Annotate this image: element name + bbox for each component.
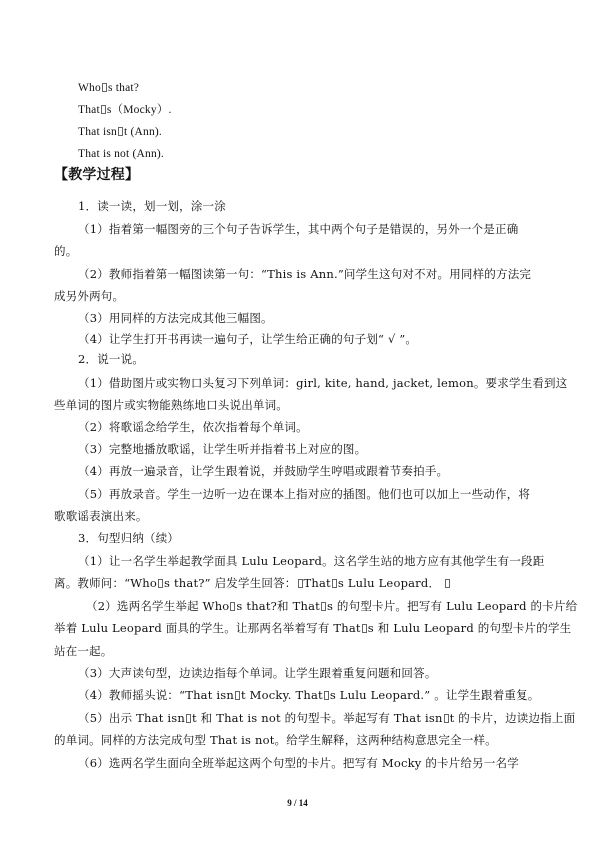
body-line: （5）出示 That isn t 和 That is not 的句型卡。举起写有 That isn t 的卡片，边读边指上面: [78, 711, 576, 725]
body-line: 举着 Lulu Leopard 面具的学生。让那两名举着写有 That s 和 Lulu Leopard 的句型卡片的学生: [54, 621, 572, 635]
body-line: （1）指着第一幅图旁的三个句子告诉学生，其中两个句子是错误的，另外一个是正确: [78, 222, 519, 236]
body-line: （2）选两名学生举起 Who s that?和 That s 的句型卡片。把写有 Lulu Leopard 的卡片给: [86, 599, 578, 613]
missing-glyph-box: [362, 624, 367, 633]
body-line: （3）用同样的方法完成其他三幅图。: [78, 311, 273, 325]
missing-glyph-box: [321, 602, 326, 611]
page-number: 9 / 14: [287, 798, 308, 808]
missing-glyph-box: [186, 714, 191, 723]
body-line: （1）借助图片或实物口头复习下列单词：girl, kite, hand, jacket, lemon。要求学生看到这: [78, 376, 568, 390]
body-line: （3）大声读句型，边读边指每个单词。让学生跟着重复问题和回答。: [78, 666, 437, 680]
body-line: （4）让学生打开书再读一遍句子，让学生给正确的句子划“ √ ”。: [78, 332, 418, 346]
body-line: 的。: [54, 244, 78, 258]
section-heading: 【教学过程】: [54, 167, 140, 183]
body-line: 离。教师问：“Who s that?” 启发学生回答： That s Lulu Leopard．: [54, 575, 544, 591]
missing-glyph-box: [102, 83, 107, 92]
body-line: 歌歌谣表演出来。: [54, 509, 148, 523]
missing-glyph-box: [101, 105, 106, 114]
sentence-whos-that: Who s that?: [78, 82, 140, 94]
body-line: 成另外两句。: [54, 289, 125, 303]
missing-glyph-box: [298, 579, 303, 588]
body-line: （2）将歌谣念给学生，依次指着每个单词。: [78, 420, 308, 434]
sentence-that-is-not-ann: That is not (Ann).: [78, 148, 165, 160]
body-line: 站在一起。: [54, 644, 113, 658]
missing-glyph-box: [324, 691, 329, 700]
missing-glyph-box: [158, 579, 163, 588]
body-line: （4）再放一遍录音，让学生跟着说，并鼓励学生哼唱或跟着节奏拍手。: [78, 464, 449, 478]
body-line: 的单词。同样的方法完成句型 That is not。给学生解释，这两种结构意思完全一样。: [54, 733, 497, 747]
body-line: （3）完整地播放歌谣，让学生听并指着书上对应的图。: [78, 442, 367, 456]
body-line: （2）教师指着第一幅图读第一句：“This is Ann.”问学生这句对不对。用同样的方法完: [78, 267, 532, 281]
body-line: （4）教师摇头说：“That isn t Mocky. That s Lulu Leopard.” 。让学生跟着重复。: [78, 688, 540, 702]
missing-glyph-box: [118, 127, 123, 136]
body-line: （5）再放录音。学生一边听一边在课本上指对应的插图。他们也可以加上一些动作，将: [78, 487, 531, 501]
sentence-that-isnt-ann: That isn t (Ann).: [78, 126, 162, 138]
missing-glyph-box: [444, 714, 449, 723]
sentence-thats-mocky: That s（Mocky）.: [78, 104, 172, 116]
body-line: （6）选两名学生面向全班举起这两个句型的卡片。把写有 Mocky 的卡片给另一名学: [78, 756, 519, 770]
missing-glyph-box: [230, 602, 235, 611]
body-line: （1）让一名学生举起教学面具 Lulu Leopard。这名学生站的地方应有其他学生有一段距: [78, 554, 545, 568]
missing-glyph-box: [235, 691, 240, 700]
missing-glyph-box: [445, 579, 450, 588]
body-line: 些单词的图片或实物能熟练地口头说出单词。: [54, 398, 288, 412]
body-line: 2．说一说。: [78, 352, 145, 366]
body-line: 3．句型归纳（续）: [78, 531, 180, 545]
missing-glyph-box: [332, 579, 337, 588]
body-line: 1．读一读，划一划，涂一涂: [78, 199, 226, 213]
